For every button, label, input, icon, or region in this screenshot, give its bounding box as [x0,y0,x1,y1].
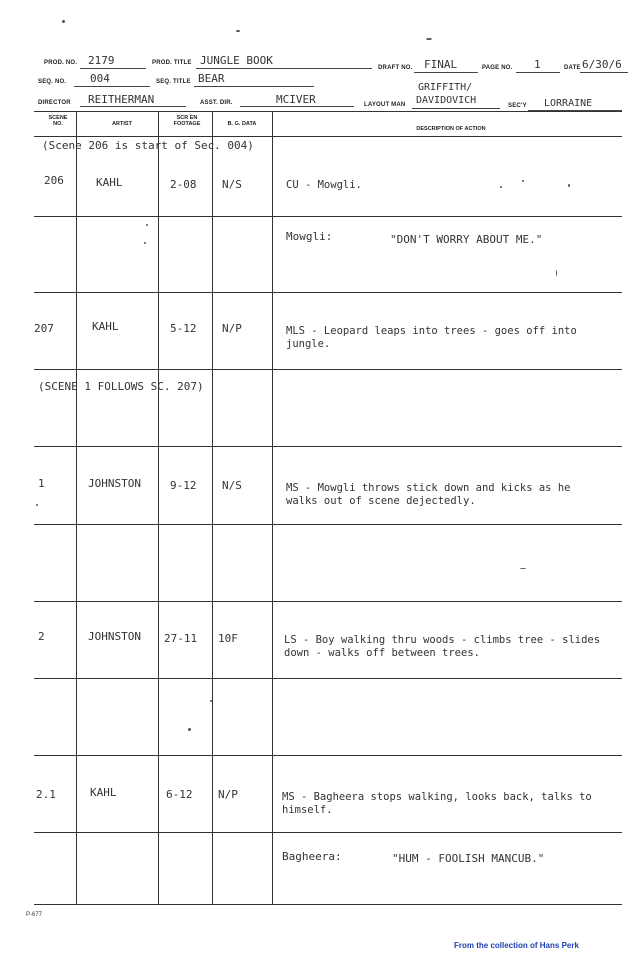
draft-no-label: DRAFT NO. [378,65,413,71]
prod-title-underline [196,68,372,69]
seq-no-label: SEQ. NO. [38,79,67,85]
scan-speck [556,270,557,276]
grid-rule [34,524,622,525]
grid-col-divider [212,111,213,904]
scene-2-1-artist: KAHL [90,786,117,799]
scene-2-artist: JOHNSTON [88,630,141,643]
grid-col-divider [76,111,77,904]
scene-207-number: 207 [34,322,54,335]
draft-no-underline [414,72,478,73]
scene-2-bg: 10F [218,632,238,645]
scan-speck [146,224,148,226]
layout-man-value-2: DAVIDOVICH [416,95,477,106]
scene-2-description: LS - Boy walking thru woods - climbs tree - slides down - walks off between trees. [284,634,601,659]
page-no-value: 1 [534,58,541,71]
dialog-1-line: "DON'T WORRY ABOUT ME." [390,233,543,246]
scene-1-description: MS - Mowgli throws stick down and kicks as he walks out of scene dejectedly. [286,482,571,507]
scan-speck [522,180,524,182]
scan-speck [144,242,146,244]
scene-207-footage: 5-12 [170,322,197,335]
prod-no-value: 2179 [88,54,115,67]
scan-speck [36,504,38,506]
prod-no-underline [80,68,146,69]
grid-rule [34,755,622,756]
scan-speck [188,728,191,731]
scan-speck [210,700,212,702]
scan-speck [236,30,240,32]
scene-2-1-bg: N/P [218,788,238,801]
col-screen-footage: SCR EN FOOTAGE [173,115,201,127]
scene-2-footage: 27-11 [164,632,198,645]
asst-dir-underline [240,106,354,107]
scan-speck [426,38,432,40]
note-scene-1-follows: (SCENE 1 FOLLOWS SC. 207) [38,380,204,393]
asst-dir-value: MCIVER [276,93,316,106]
draft-no-value: FINAL [424,58,458,71]
scene-207-description: MLS - Leopard leaps into trees - goes off into jungle. [286,325,577,350]
scan-speck [520,568,526,569]
scan-speck [568,184,570,187]
page-no-label: PAGE NO. [482,65,513,71]
grid-rule [34,832,622,833]
scene-1-number: 1 [38,477,45,490]
scene-1-bg: N/S [222,479,242,492]
col-description: DESCRIPTION OF ACTION [416,126,486,132]
scene-2-number: 2 [38,630,45,643]
seq-title-underline [194,86,314,87]
grid-rule [34,446,622,447]
layout-man-underline [412,108,500,109]
scene-2-1-number: 2.1 [36,788,56,801]
scene-207-artist: KAHL [92,320,119,333]
seq-no-underline [74,86,150,87]
seq-title-value: BEAR [198,72,225,85]
scene-1-footage: 9-12 [170,479,197,492]
grid-rule [34,292,622,293]
scene-206-description: CU - Mowgli. [286,179,362,191]
grid-col-divider [158,111,159,904]
asst-dir-label: ASST. DIR. [200,100,233,106]
grid-col-divider [272,111,273,904]
col-scene-no: SCENE NO. [48,115,68,127]
scene-2-1-footage: 6-12 [166,788,193,801]
scan-speck [500,186,502,188]
date-label: DATE [564,65,581,71]
secy-value: LORRAINE [544,98,593,109]
form-number: P-677 [26,912,43,918]
grid-rule [34,678,622,679]
director-label: DIRECTOR [38,100,71,106]
scene-206-artist: KAHL [96,176,123,189]
prod-title-value: JUNGLE BOOK [200,54,273,67]
grid-bottom-rule [34,904,622,905]
date-underline [580,72,628,73]
layout-man-value-1: GRIFFITH/ [418,82,473,93]
note-scene-206-start: (Scene 206 is start of Sec. 004) [42,139,254,152]
director-value: REITHERMAN [88,93,155,106]
prod-no-label: PROD. NO. [44,60,78,66]
scene-1-artist: JOHNSTON [88,477,141,490]
scene-206-footage: 2-08 [170,178,197,191]
scene-2-1-description: MS - Bagheera stops walking, looks back, talks to himself. [282,791,592,816]
scene-206-bg: N/S [222,178,242,191]
prod-title-label: PROD. TITLE [152,60,192,66]
dialog-1-speaker: Mowgli: [286,230,333,243]
grid-rule [34,216,622,217]
date-value: 6/30/6 [582,58,622,71]
seq-title-label: SEQ. TITLE [156,79,191,85]
scan-speck [62,20,65,23]
grid-rule [34,601,622,602]
col-artist: ARTIST [112,121,132,127]
secy-label: SEC'Y [508,103,527,109]
grid-rule [34,369,622,370]
page-no-underline [516,72,560,73]
collection-credit: From the collection of Hans Perk [454,941,579,950]
scene-206-number: 206 [44,174,64,187]
seq-no-value: 004 [90,72,110,85]
director-underline [80,106,186,107]
col-bg-data: B. G. DATA [227,121,257,127]
dialog-2-line: "HUM - FOOLISH MANCUB." [392,852,545,865]
grid-header-rule [34,136,622,137]
grid-top-rule [34,111,622,112]
scene-207-bg: N/P [222,322,242,335]
dialog-2-speaker: Bagheera: [282,850,342,863]
layout-man-label: LAYOUT MAN [364,102,406,108]
